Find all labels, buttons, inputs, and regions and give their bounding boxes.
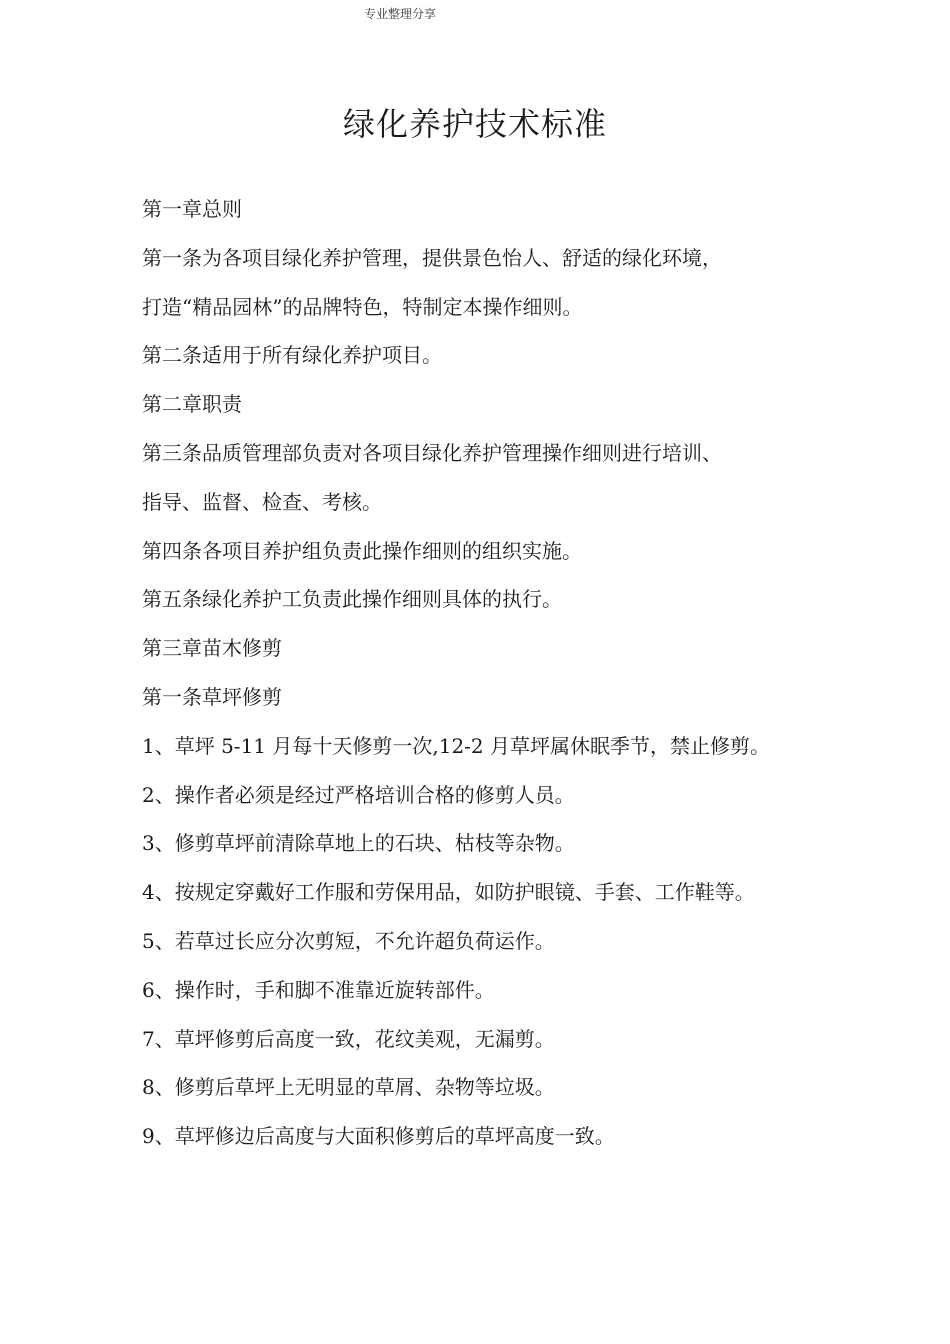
paragraph: 第四条各项目养护组负责此操作细则的组织实施。 — [142, 538, 582, 563]
list-item: 3、修剪草坪前清除草地上的石块、枯枝等杂物。 — [142, 831, 575, 856]
paragraph: 指导、监督、检查、考核。 — [142, 489, 382, 514]
list-item: 2、操作者必须是经过严格培训合格的修剪人员。 — [142, 782, 575, 807]
list-item: 8、修剪后草坪上无明显的草屑、杂物等垃圾。 — [142, 1075, 555, 1100]
chapter-heading: 第三章苗木修剪 — [142, 636, 282, 661]
paragraph: 第三条品质管理部负责对各项目绿化养护管理操作细则进行培训、 — [142, 440, 722, 465]
chapter-heading: 第二章职责 — [142, 392, 242, 417]
document-body — [142, 185, 842, 1161]
paragraph: 打造“精品园林”的品牌特色，特制定本操作细则。 — [142, 294, 583, 319]
list-item: 4、按规定穿戴好工作服和劳保用品，如防护眼镜、手套、工作鞋等。 — [142, 880, 755, 905]
document-title: 绿化养护技术标准 — [342, 105, 607, 143]
paragraph: 第一条为各项目绿化养护管理，提供景色怡人、舒适的绿化环境， — [142, 245, 722, 270]
paragraph: 第五条绿化养护工负责此操作细则具体的执行。 — [142, 587, 562, 612]
list-item: 9、草坪修边后高度与大面积修剪后的草坪高度一致。 — [142, 1124, 615, 1149]
paragraph: 第二条适用于所有绿化养护项目。 — [142, 343, 442, 368]
list-item: 6、操作时，手和脚不准靠近旋转部件。 — [142, 977, 495, 1002]
list-item: 1、草坪 5-11 月每十天修剪一次,12-2 月草坪属休眠季节，禁止修剪。 — [142, 733, 771, 758]
list-item: 7、草坪修剪后高度一致，花纹美观，无漏剪。 — [142, 1026, 555, 1051]
section-heading: 第一条草坪修剪 — [142, 684, 282, 709]
header-note: 专业整理分享 — [364, 7, 437, 21]
chapter-heading: 第一章总则 — [142, 197, 242, 221]
list-item: 5、若草过长应分次剪短，不允许超负荷运作。 — [142, 928, 555, 953]
